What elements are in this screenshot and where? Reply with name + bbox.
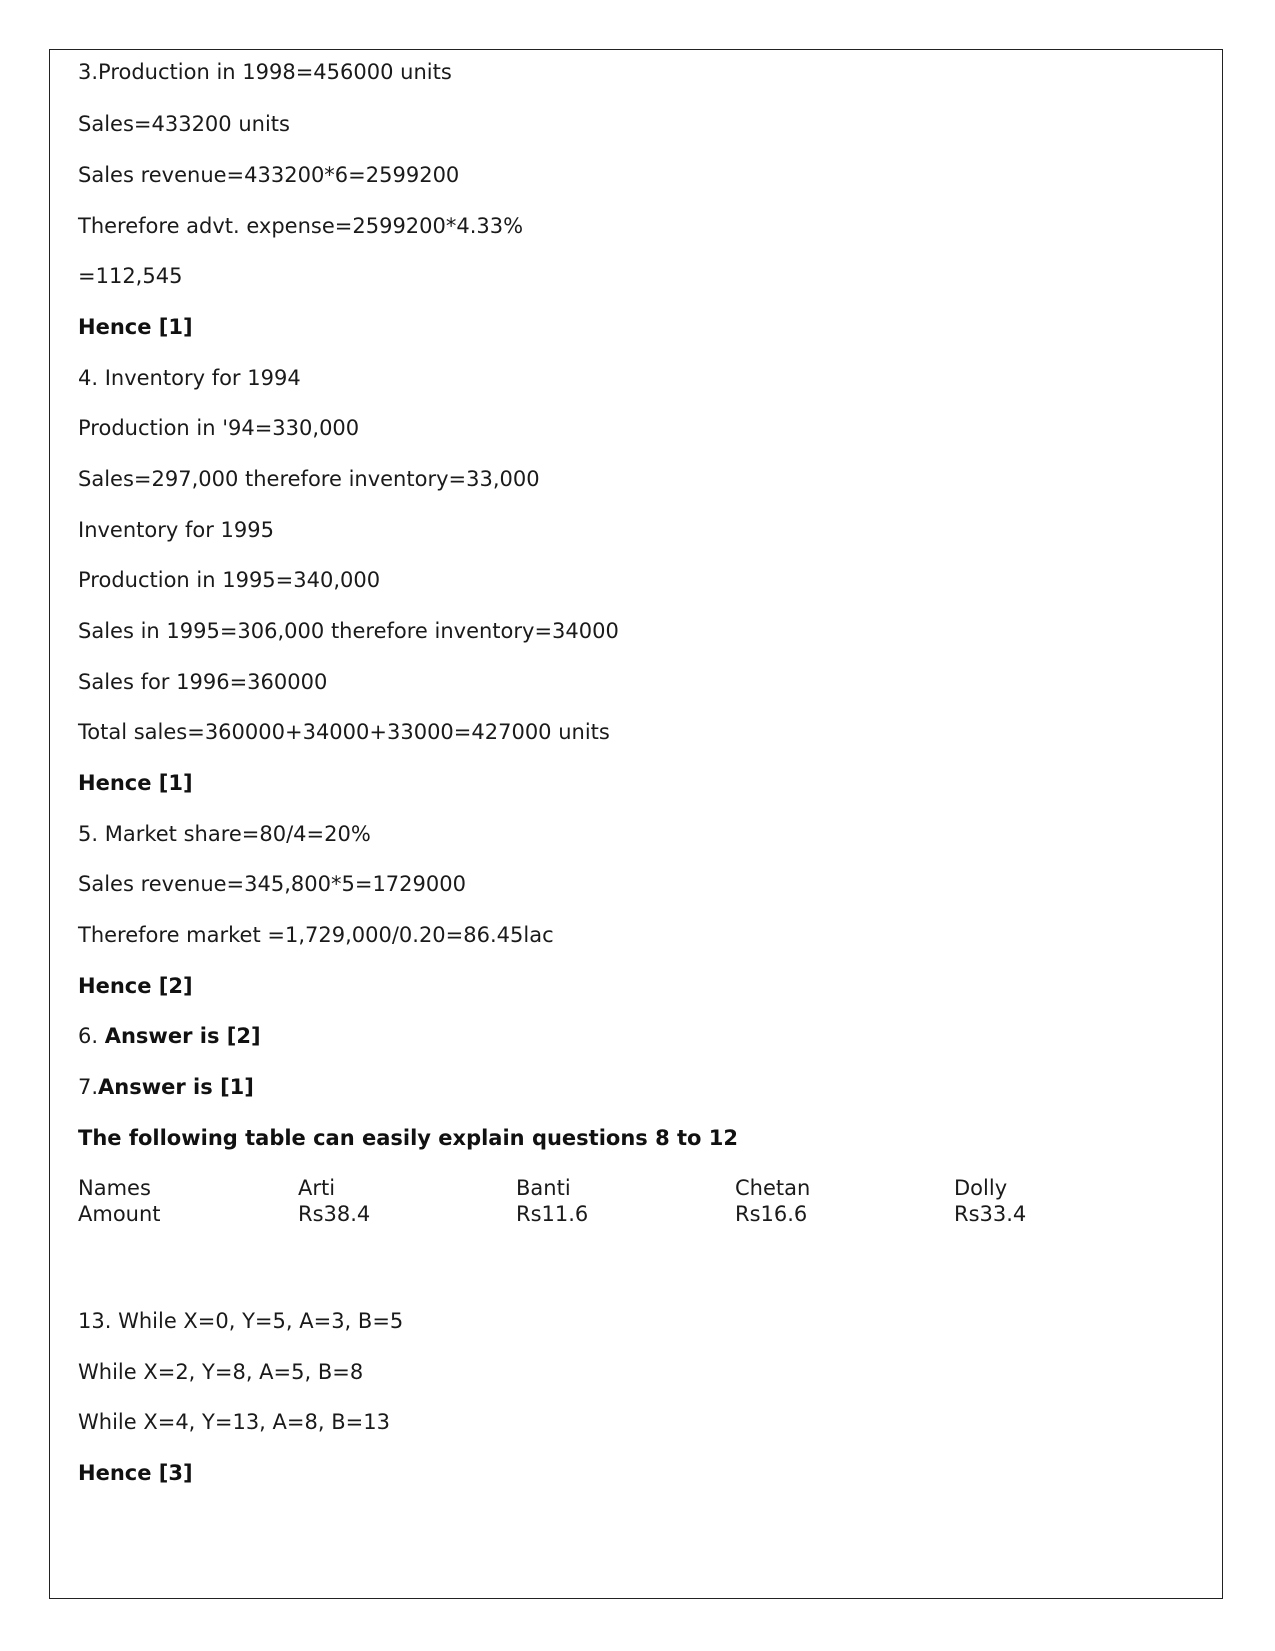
answer-q3: Hence [1] — [78, 315, 193, 339]
line-q5-market-share: 5. Market share=80/4=20% — [78, 822, 371, 846]
line-q13-iter2: While X=2, Y=8, A=5, B=8 — [78, 1360, 364, 1384]
table-header-names: Names — [78, 1176, 151, 1200]
table-header-dolly: Dolly — [954, 1176, 1008, 1200]
line-q3-advt-expense: Therefore advt. expense=2599200*4.33% — [78, 214, 524, 238]
line-q3-sales: Sales=433200 units — [78, 112, 290, 136]
table-intro: The following table can easily explain questions 8 to 12 — [78, 1126, 739, 1150]
answer-q7 — [78, 1074, 254, 1100]
line-q13-iter3: While X=4, Y=13, A=8, B=13 — [78, 1410, 390, 1434]
table-cell-banti-amount: Rs11.6 — [516, 1202, 589, 1226]
line-q4-total-sales: Total sales=360000+34000+33000=427000 units — [78, 720, 610, 744]
line-q4-production-94: Production in '94=330,000 — [78, 416, 360, 440]
line-q4-inventory-1995: Inventory for 1995 — [78, 518, 274, 542]
line-q5-market: Therefore market =1,729,000/0.20=86.45lac — [78, 923, 554, 947]
q7-prefix: 7. — [78, 1075, 99, 1099]
table-cell-chetan-amount: Rs16.6 — [735, 1202, 808, 1226]
line-q4-production-95: Production in 1995=340,000 — [78, 568, 381, 592]
table-cell-dolly-amount: Rs33.4 — [954, 1202, 1027, 1226]
line-q4-sales-94: Sales=297,000 therefore inventory=33,000 — [78, 467, 540, 491]
table-label-amount: Amount — [78, 1202, 161, 1226]
table-header-banti: Banti — [516, 1176, 571, 1200]
line-q4-sales-95: Sales in 1995=306,000 therefore inventory=34000 — [78, 619, 619, 643]
line-q3-result: =112,545 — [78, 264, 183, 288]
answer-q5: Hence [2] — [78, 974, 193, 998]
q7-answer: Answer is [1] — [98, 1075, 254, 1099]
q6-answer: Answer is [2] — [104, 1024, 261, 1048]
line-q13-iter1: 13. While X=0, Y=5, A=3, B=5 — [78, 1309, 404, 1333]
q6-prefix: 6. — [78, 1024, 99, 1048]
table-header-chetan: Chetan — [735, 1176, 811, 1200]
answer-q4: Hence [1] — [78, 771, 193, 795]
line-q3-revenue: Sales revenue=433200*6=2599200 — [78, 163, 460, 187]
answer-q13: Hence [3] — [78, 1461, 193, 1485]
line-q4-sales-96: Sales for 1996=360000 — [78, 670, 328, 694]
table-header-arti: Arti — [298, 1176, 336, 1200]
line-q4-inventory-1994: 4. Inventory for 1994 — [78, 366, 301, 390]
table-cell-arti-amount: Rs38.4 — [298, 1202, 371, 1226]
line-q3-production: 3.Production in 1998=456000 units — [78, 60, 452, 84]
line-q5-revenue: Sales revenue=345,800*5=1729000 — [78, 872, 466, 896]
answer-q6 — [78, 1023, 261, 1049]
